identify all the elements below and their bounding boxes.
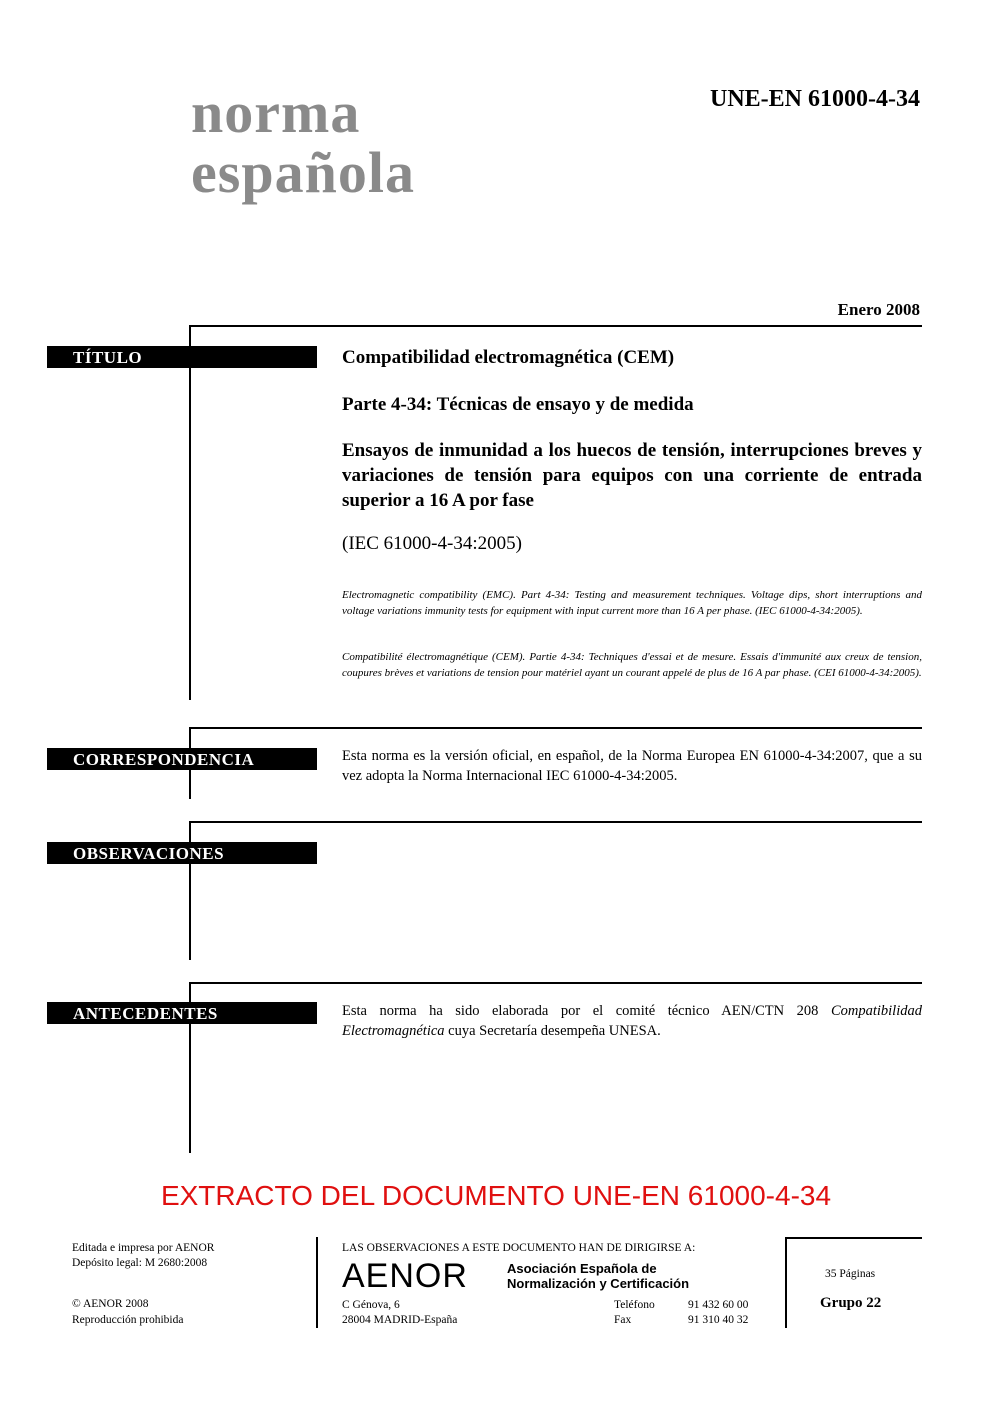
footer-box-left <box>785 1237 787 1328</box>
label-antecedentes: ANTECEDENTES <box>47 1002 317 1024</box>
antecedentes-text-part: Esta norma ha sido elaborada por el comité técnico AEN/CTN 208 <box>342 1003 831 1019</box>
brand-line-1: norma <box>191 80 361 145</box>
extract-notice: EXTRACTO DEL DOCUMENTO UNE-EN 61000-4-34 <box>160 1180 832 1211</box>
title-english: Electromagnetic compatibility (EMC). Part 4-34: Testing and measurement techniques. Voltage dips, short interruptions and voltage variations immunity tests for equipment with input current more than 16 A per phase. (IEC 61000-4-34:2005). <box>342 589 922 617</box>
footer-rule <box>316 1237 318 1328</box>
fax-number: 91 310 40 32 <box>688 1314 749 1326</box>
footer-edited: Editada e impresa por AENOR <box>72 1242 215 1254</box>
footer-box-top <box>785 1237 922 1239</box>
aenor-name-line: Asociación Española de <box>507 1261 657 1276</box>
iec-reference: (IEC 61000-4-34:2005) <box>342 533 522 554</box>
label-correspondencia: CORRESPONDENCIA <box>47 748 317 770</box>
title-part: Parte 4-34: Técnicas de ensayo y de medida <box>342 394 694 415</box>
label-titulo: TÍTULO <box>47 346 317 368</box>
aenor-name-line: Normalización y Certificación <box>507 1276 690 1291</box>
address-line-2: 28004 MADRID-España <box>342 1314 458 1326</box>
aenor-full-name <box>507 1261 689 1291</box>
price-group: Grupo 22 <box>820 1295 882 1311</box>
section-rule <box>189 325 191 700</box>
section-divider <box>189 727 922 729</box>
section-divider <box>189 982 922 984</box>
section-divider <box>189 821 922 823</box>
title-subject: Ensayos de inmunidad a los huecos de tensión, interrupciones breves y variaciones de tensión para equipos con una corriente de entrada superior a 16 A por fase <box>342 440 922 511</box>
footer-copyright: © AENOR 2008 <box>72 1298 149 1310</box>
footer-observations-to: LAS OBSERVACIONES A ESTE DOCUMENTO HAN DE DIRIGIRSE A: <box>342 1242 696 1254</box>
fax-label: Fax <box>614 1314 632 1326</box>
correspondencia-text: Esta norma es la versión oficial, en español, de la Norma Europea EN 61000-4-34:2007, que a su vez adopta la Norma Internacional IEC 61000-4-34:2005. <box>342 748 922 784</box>
title-cem: Compatibilidad electromagnética (CEM) <box>342 347 675 368</box>
antecedentes-text <box>342 1001 922 1041</box>
brand-line-2: española <box>191 140 415 205</box>
label-observaciones: OBSERVACIONES <box>47 842 317 864</box>
title-french: Compatibilité électromagnétique (CEM). Partie 4-34: Techniques d'essai et de mesure. Essais d'immunité aux creux de tension, coupures brèves et variations de tension pour matériel ayant un courant appelé de plus de 16 A par phase. (CEI 61000-4-34:2005). <box>342 651 922 679</box>
phone-number: 91 432 60 00 <box>688 1299 749 1311</box>
address-line-1: C Génova, 6 <box>342 1299 400 1311</box>
antecedentes-text-part: cuya Secretaría desempeña UNESA. <box>444 1023 661 1039</box>
footer-reproduction: Reproducción prohibida <box>72 1314 184 1326</box>
publication-date: Enero 2008 <box>837 300 920 319</box>
section-divider <box>189 325 922 327</box>
aenor-logo: AENOR <box>342 1257 468 1295</box>
page-count: 35 Páginas <box>825 1268 876 1280</box>
phone-label: Teléfono <box>614 1299 655 1311</box>
standard-code: UNE-EN 61000-4-34 <box>710 86 920 112</box>
committee-name: Compatibilidad Electromagnética <box>342 1003 922 1039</box>
footer-legal-deposit: Depósito legal: M 2680:2008 <box>72 1257 208 1269</box>
